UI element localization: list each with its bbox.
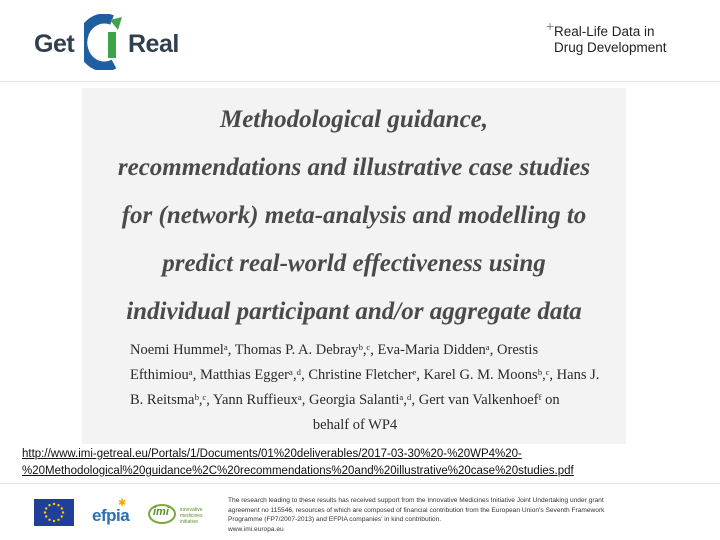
eu-flag-icon — [34, 499, 74, 526]
funding-acknowledgement — [228, 496, 668, 534]
tagline-line-2: Drug Development — [554, 40, 667, 55]
header — [0, 0, 720, 82]
document-authors — [130, 338, 620, 438]
title-line: recommendations and illustrative case studies — [117, 154, 591, 181]
ack-line: The research leading to these results has received support from the Innovative Medicines Initiative Joint Undertaking under grant — [228, 497, 604, 504]
document-link[interactable] — [22, 446, 702, 480]
efpia-logo — [92, 498, 144, 526]
ack-url[interactable]: www.imi.europa.eu — [228, 525, 284, 533]
document-title — [82, 96, 626, 336]
title-line: Methodological guidance, — [219, 106, 489, 133]
author-line: Efthimiouᵃ, Matthias Eggerᵃ,ᵈ, Christine Fletcherᵉ, Karel G. M. Moonsᵇ,ᶜ, Hans J. — [130, 367, 600, 383]
title-line: individual participant and/or aggregate data — [126, 298, 582, 325]
author-line: B. Reitsmaᵇ,ᶜ, Yann Ruffieuxᵃ, Georgia Salantiᵃ,ᵈ, Gert van Valkenhoefᶠ on — [130, 392, 560, 408]
ack-line: Programme (FP7/2007-2013) and EFPIA companies' in kind contribution. — [228, 516, 442, 523]
footer — [0, 483, 720, 540]
efpia-star-icon: ✱ — [118, 498, 127, 509]
logo-word-get: Get — [34, 30, 75, 58]
imi-logo — [148, 504, 218, 528]
tagline-line-1: Real-Life Data in — [554, 24, 655, 39]
title-line: predict real-world effectiveness using — [162, 250, 546, 277]
link-line-2[interactable]: %20Methodological%20guidance%2C%20recommendations%20and%20illustrative%20case%20studies.pdf — [22, 465, 574, 477]
title-line: for (network) meta-analysis and modelling to — [121, 202, 587, 229]
link-line-1[interactable]: http://www.imi-getreal.eu/Portals/1/Documents/01%20deliverables/2017-03-30%20-%20WP4%20- — [22, 448, 522, 460]
author-line: behalf of WP4 — [312, 417, 398, 433]
getreal-logo — [34, 12, 194, 72]
tagline — [546, 18, 704, 56]
document-cover-image — [82, 88, 626, 444]
imi-logo-text: imi — [153, 506, 169, 518]
tagline-plus: + — [546, 18, 555, 34]
ack-line: agreement no 115546, resources of which are composed of financial contribution from the European Union's Seventh Framework — [228, 506, 605, 514]
imi-logo-subtitle: innovative medicines initiative — [180, 507, 203, 525]
efpia-logo-text: efpia — [92, 506, 130, 525]
logo-word-real: Real — [128, 30, 179, 58]
author-line: Noemi Hummelᵃ, Thomas P. A. Debrayᵇ,ᶜ, Eva-Maria Diddenᵃ, Orestis — [130, 342, 539, 358]
getreal-arrow-icon — [84, 14, 126, 70]
